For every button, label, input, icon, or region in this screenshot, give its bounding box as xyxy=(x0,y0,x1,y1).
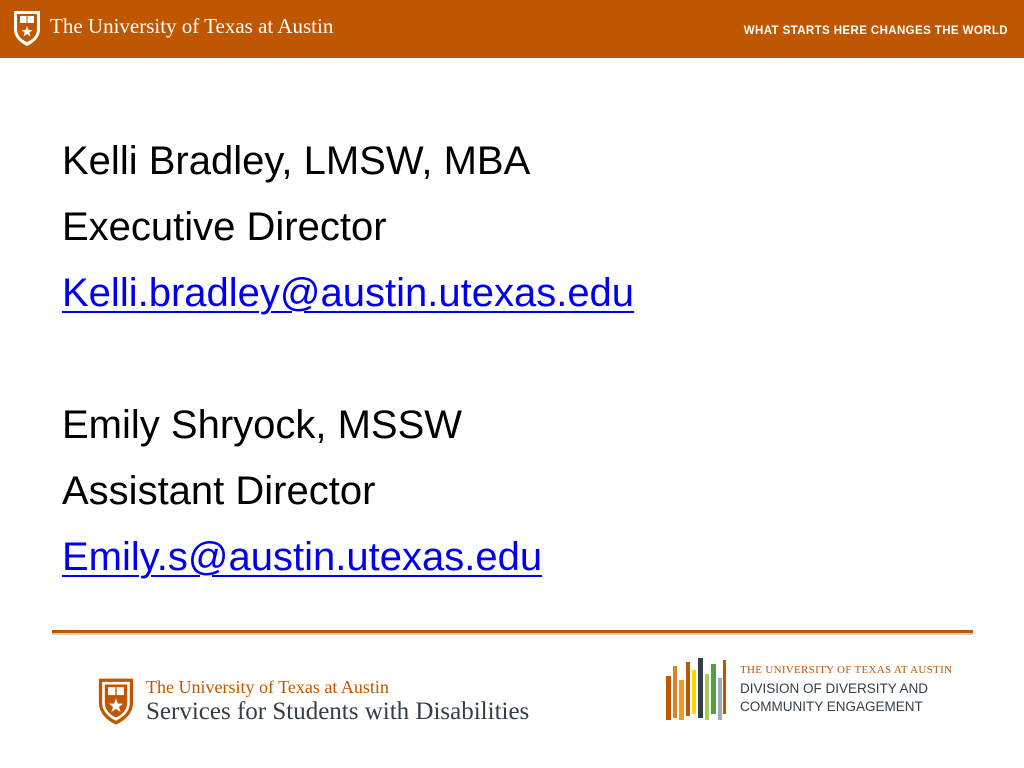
ut-shield-icon xyxy=(12,9,42,47)
ssd-university-name: The University of Texas at Austin xyxy=(146,677,389,697)
contact-email-link[interactable]: Kelli.bradley@austin.utexas.edu xyxy=(62,271,635,315)
ddce-bars-icon xyxy=(664,656,728,724)
ddce-university-name: THE UNIVERSITY OF TEXAS AT AUSTIN xyxy=(740,664,953,676)
contact-email-link[interactable]: Emily.s@austin.utexas.edu xyxy=(62,535,543,579)
ddce-division-line2: COMMUNITY ENGAGEMENT xyxy=(740,699,923,714)
ut-shield-icon xyxy=(96,676,136,726)
contact-title: Executive Director xyxy=(62,205,387,249)
footer-divider-shadow xyxy=(52,633,973,635)
university-title: The University of Texas at Austin xyxy=(50,14,334,38)
contact-card xyxy=(62,392,634,590)
university-tagline: WHAT STARTS HERE CHANGES THE WORLD xyxy=(743,25,1008,37)
ssd-department-name: Services for Students with Disabilities xyxy=(146,698,530,725)
spacer xyxy=(62,326,634,392)
contact-card xyxy=(62,128,634,326)
contact-title: Assistant Director xyxy=(62,469,376,513)
contact-name: Emily Shryock, MSSW xyxy=(62,403,463,447)
contact-list xyxy=(62,128,634,590)
ddce-division-line1: DIVISION OF DIVERSITY AND xyxy=(740,681,929,696)
contact-name: Kelli Bradley, LMSW, MBA xyxy=(62,139,531,183)
header-bar xyxy=(0,0,1024,58)
